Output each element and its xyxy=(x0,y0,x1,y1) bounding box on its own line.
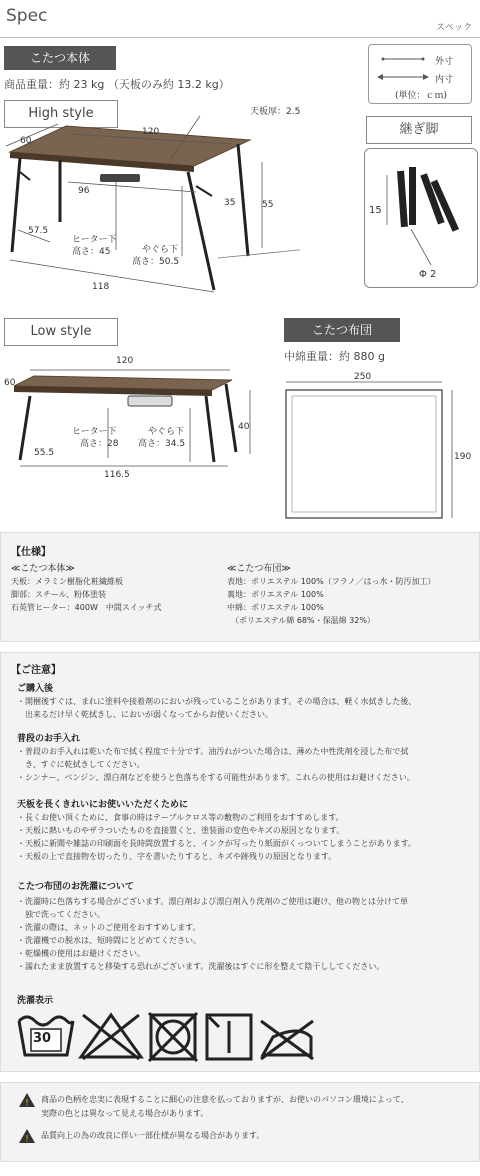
high-heater-label: ヒーター下 xyxy=(72,235,117,245)
wash-title: 洗濯表示 xyxy=(17,996,54,1006)
caution-s2-title: 普段のお手入れ xyxy=(17,734,81,744)
legend-inner: 内寸 xyxy=(435,75,454,85)
spec-body-title: ≪こたつ本体≫ xyxy=(11,564,75,574)
spec-futon-line: （ポリエステル綿 68%・保温綿 32%） xyxy=(227,616,375,625)
warning-icon xyxy=(19,1093,35,1107)
low-style-label: Low style xyxy=(4,318,118,346)
caution-line: ・天板に新聞や雑誌の印刷面を長時間放置すると、インクが写ったり紙面がくっついてしまうことがあります。 xyxy=(17,839,417,848)
caution-line: ・天板の上で直接物を切ったり、字を書いたりすると、キズや跡残りの原因となります。 xyxy=(17,852,337,861)
high-heater-height: 高さ：45 xyxy=(72,247,111,257)
low-leg-span: 55.5 xyxy=(34,448,55,458)
spec-futon-line: 裏地：ポリエステル 100% xyxy=(227,590,324,599)
caution-line: ・洗濯の際は、ネットのご使用をおすすめします。 xyxy=(17,923,201,932)
caution-s3-title: 天板を長くきれいにお使いいただくために xyxy=(17,800,189,810)
high-height: 55 xyxy=(262,200,274,210)
high-style-label: High style xyxy=(4,100,118,128)
spec-futon-title: ≪こたつ布団≫ xyxy=(227,564,291,574)
joint-label: 継ぎ脚 xyxy=(366,116,472,144)
high-leg-inset: 35 xyxy=(224,198,236,208)
caution-section xyxy=(0,652,480,1072)
spec-body-line: 天板：メラミン樹脂化粧繊維板 xyxy=(11,577,123,586)
joint-legs-image xyxy=(365,149,477,287)
page-title: Spec xyxy=(6,6,48,26)
caution-title: 【ご注意】 xyxy=(11,665,61,676)
spec-body-line: 脚部：スチール、粉体塗装 xyxy=(11,590,107,599)
line-dry-shade-icon xyxy=(207,1015,251,1059)
caution-line: ・開梱後すぐは、まれに塗料や接着剤のにおいが残っていることがあります。その場合は、軽く水拭きした後、 xyxy=(17,697,417,706)
low-heater-label: ヒーター下 xyxy=(72,427,117,437)
no-tumble-dry-icon xyxy=(149,1013,197,1061)
wash-symbols xyxy=(15,1007,315,1063)
note-line: 品質向上の為の改良に伴い一部仕様が異なる場合があります。 xyxy=(41,1131,265,1140)
no-bleach-icon xyxy=(81,1015,141,1059)
futon-depth: 190 xyxy=(454,452,472,462)
caution-line: ・長くお使い頂くために、食事の時はテーブルクロス等の敷物のご利用をおすすめします。 xyxy=(17,813,344,822)
caution-line: ・洗濯時に色落ちする場合がございます。漂白剤および漂白剤入り洗剤のご使用は避け、他の物とは分けて単 xyxy=(17,897,409,906)
caution-line: き、すぐに乾拭きしてください。 xyxy=(17,760,145,769)
svg-text:!: ! xyxy=(25,1098,29,1107)
spec-body-line: 石英管ヒーター：400W 中間スイッチ式 xyxy=(11,603,162,612)
main-unit-weight: 商品重量：約 23 kg （天板のみ約 13.2 kg） xyxy=(4,78,230,91)
low-frame-label: やぐら下 xyxy=(148,427,185,437)
low-floor-width: 116.5 xyxy=(104,470,130,480)
caution-line: ・天板に熱いものやザラついたものを直接置くと、塗装面の変色やキズの原因となります。 xyxy=(17,826,345,835)
joint-diameter: Φ 2 xyxy=(419,269,437,280)
caution-s1-title: ご購入後 xyxy=(17,684,54,694)
low-heater-height: 高さ：28 xyxy=(80,439,119,449)
caution-s4-title: こたつ布団のお洗濯について xyxy=(17,882,134,892)
caution-line: ・洗濯機での脱水は、短時間にとどめてください。 xyxy=(17,936,201,945)
note-line: 商品の色柄を忠実に表現することに細心の注意を払っておりますが、お使いのパソコン環境によって、 xyxy=(41,1095,409,1104)
legend-box xyxy=(368,44,472,104)
note-line: 実際の色とは異なって見える場合があります。 xyxy=(41,1109,209,1118)
low-depth: 60 xyxy=(4,378,16,388)
caution-line: ・普段のお手入れは乾いた布で拭く程度で十分です。油汚れがついた場合は、薄めた中性洗剤を浸した布で拭 xyxy=(17,747,409,756)
caution-line: ・乾燥機の使用はお避けください。 xyxy=(17,949,145,958)
spec-section xyxy=(0,532,480,642)
low-width: 120 xyxy=(116,356,134,366)
futon-diagram xyxy=(282,368,478,530)
high-width: 120 xyxy=(142,127,160,137)
header-divider xyxy=(0,37,480,38)
caution-line: ・シンナー、ベンジン、漂白剤などを使うと色落ちをする可能性があります。これらの使用はお避けください。 xyxy=(17,773,415,782)
high-frame-label: やぐら下 xyxy=(142,245,179,255)
joint-box xyxy=(364,148,478,288)
page-subtitle: スペック xyxy=(435,23,472,33)
low-style-diagram xyxy=(0,350,260,480)
warning-icon xyxy=(19,1129,35,1143)
caution-line: ・濡れたまま放置すると移染する恐れがございます。洗濯後はすぐに形を整えて陰干ししてください。 xyxy=(17,962,385,971)
low-height: 40 xyxy=(238,422,250,432)
caution-line: 出来るだけ早く乾拭きし、においが弱くなってからお使いください。 xyxy=(17,710,273,719)
no-iron-icon xyxy=(261,1021,313,1059)
high-inner-width: 96 xyxy=(78,186,90,196)
spec-title: 【仕様】 xyxy=(11,547,51,558)
legend-outer: 外寸 xyxy=(435,57,454,67)
legend-unit: (単位：ｃｍ) xyxy=(395,91,448,101)
high-floor-width: 118 xyxy=(92,282,110,292)
svg-text:!: ! xyxy=(25,1134,29,1143)
high-leg-span: 57.5 xyxy=(28,226,49,236)
notes-section xyxy=(0,1082,480,1162)
futon-width: 250 xyxy=(354,372,372,382)
legend-lines xyxy=(377,53,429,83)
futon-label: こたつ布団 xyxy=(284,318,400,342)
low-frame-height: 高さ：34.5 xyxy=(138,439,186,449)
high-top-thickness: 天板厚：2.5 xyxy=(250,107,301,117)
wash-temp: 30 xyxy=(33,1031,52,1046)
futon-weight: 中綿重量：約 880 g xyxy=(284,350,385,363)
caution-line: 独で洗ってください。 xyxy=(17,910,105,919)
spec-futon-line: 表地：ポリエステル 100%（フラノ／はっ水・防汚加工） xyxy=(227,577,436,586)
main-unit-label: こたつ本体 xyxy=(4,46,116,70)
high-depth: 60 xyxy=(20,136,32,146)
high-frame-height: 高さ：50.5 xyxy=(132,257,180,267)
spec-futon-line: 中綿：ポリエステル 100% xyxy=(227,603,324,612)
joint-height: 15 xyxy=(369,205,382,216)
